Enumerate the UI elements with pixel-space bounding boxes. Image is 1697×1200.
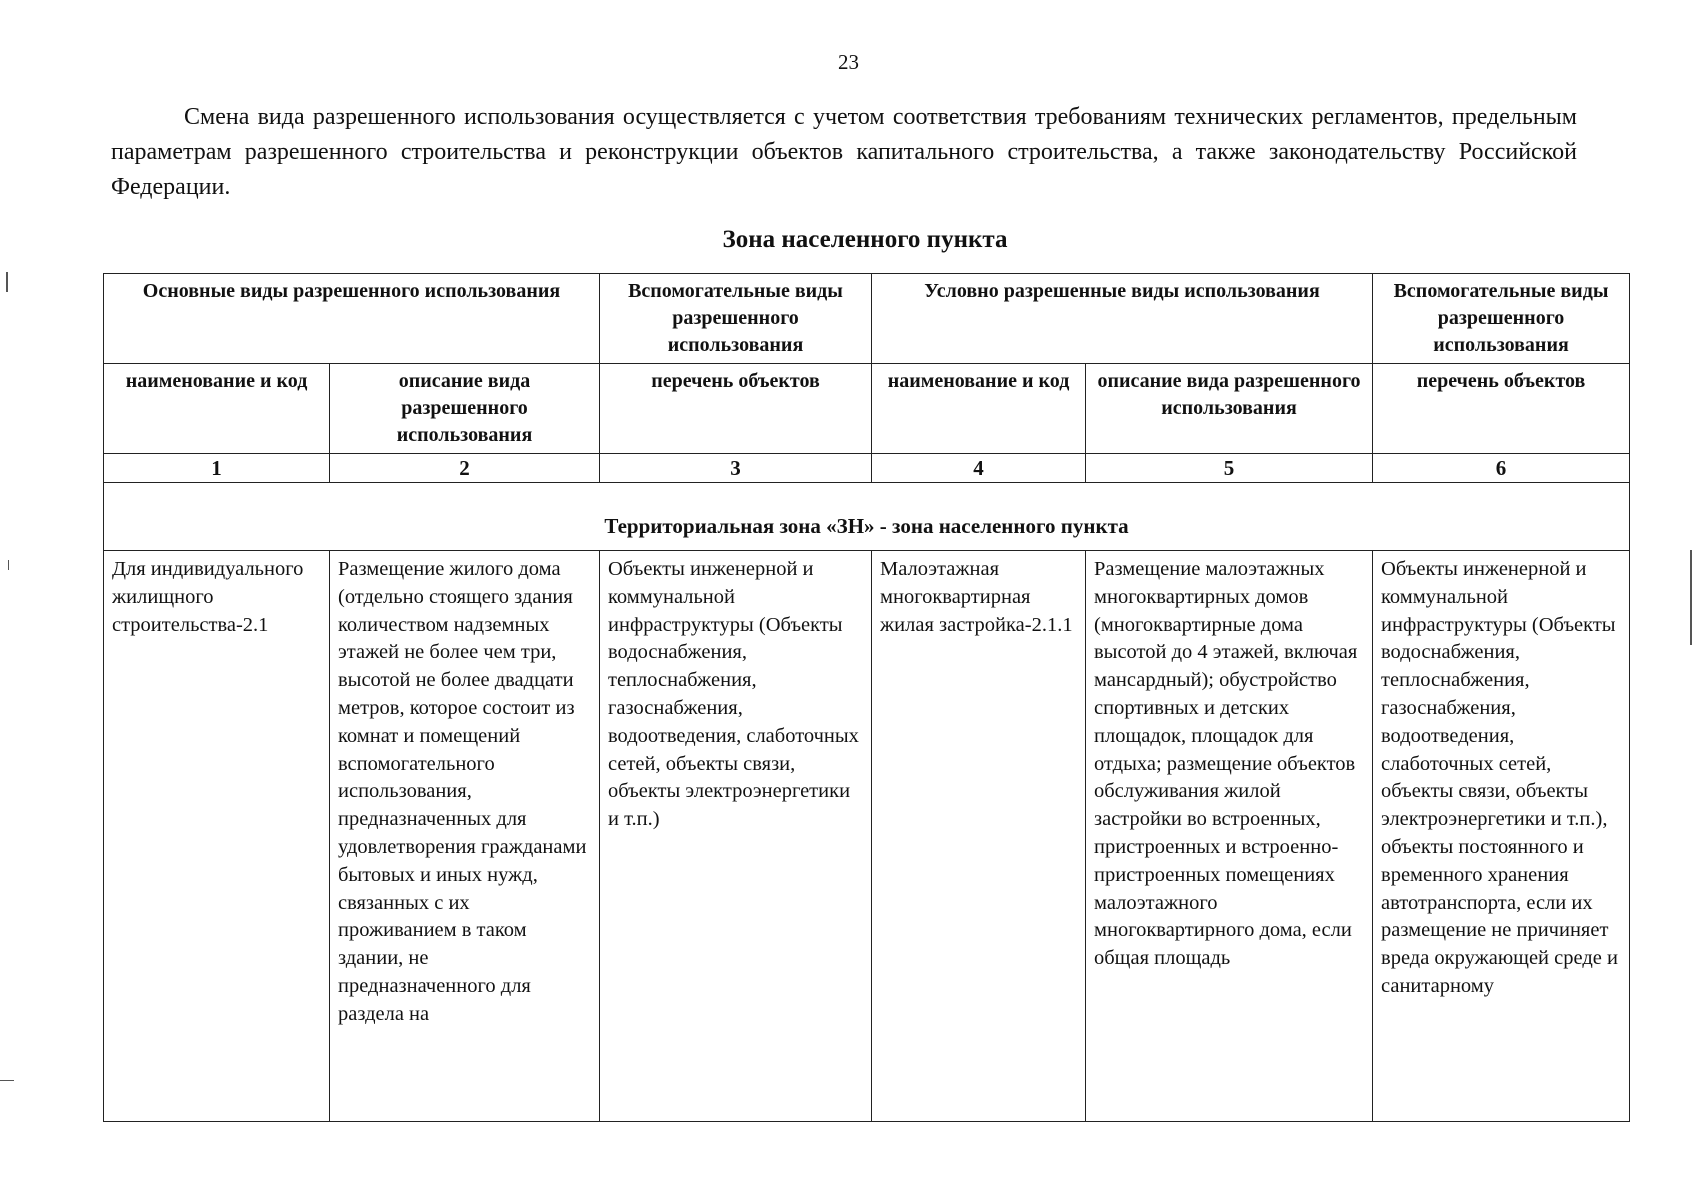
left-margin-line (0, 1080, 14, 1081)
header-conditional-uses: Условно разрешенные виды использования (872, 274, 1373, 364)
subheader-description-1: описание вида разрешенного использования (330, 364, 600, 454)
right-margin-mark (1690, 550, 1692, 645)
header-aux-main-uses: Вспомогательные виды разрешенного использования (600, 274, 872, 364)
zone-title: Зона населенного пункта (722, 226, 1008, 253)
territorial-zone-label: Территориальная зона «ЗН» - зона населенного пункта (104, 483, 1630, 551)
cell-object-list-main: Объекты инженерной и коммунальной инфраструктуры (Объекты водоснабжения, теплоснабжения, газоснабжения, водоотведения, слаботочных сетей, объекты связи, объекты электроэнергетики и т.п.) (600, 551, 872, 1122)
cell-description-conditional: Размещение малоэтажных многоквартирных домов (многоквартирные дома высотой до 4 этажей, включая мансардный); обустройство спортивных и детских площадок, площадок для отдыха; размещение объектов обслуживания жилой застройки во встроенных, пристроенных и встроенно-пристроенных помещениях малоэтажного многоквартирного дома, если общая площадь (1086, 551, 1373, 1122)
cell-name-code-main: Для индивидуального жилищного строительства-2.1 (104, 551, 330, 1122)
column-number-1: 1 (104, 454, 330, 483)
subheader-description-2: описание вида разрешенного использования (1086, 364, 1373, 454)
cell-description-main: Размещение жилого дома (отдельно стоящего здания количеством надземных этажей не более чем три, высотой не более двадцати метров, которое состоит из комнат и помещений вспомогательного использования, предназначенных для удовлетворения гражданами бытовых и иных нужд, связанных с их проживанием в таком здании, не предназначенного для раздела на (330, 551, 600, 1122)
header-main-uses: Основные виды разрешенного использования (104, 274, 600, 364)
zone-table (103, 273, 1630, 1122)
column-number-3: 3 (600, 454, 872, 483)
left-margin-tick (8, 560, 9, 570)
cell-name-code-conditional: Малоэтажная многоквартирная жилая застройка-2.1.1 (872, 551, 1086, 1122)
cell-object-list-conditional: Объекты инженерной и коммунальной инфраструктуры (Объекты водоснабжения, теплоснабжения, газоснабжения, водоотведения, слаботочных сетей, объекты связи, объекты электроэнергетики и т.п.), объекты постоянного и временного хранения автотранспорта, если их размещение не причиняет вреда окружающей среде и санитарному (1373, 551, 1630, 1122)
subheader-name-code-1: наименование и код (104, 364, 330, 454)
subheader-object-list-1: перечень объектов (600, 364, 872, 454)
group-header-row (104, 274, 1630, 364)
territorial-zone-row (104, 483, 1630, 551)
column-number-2: 2 (330, 454, 600, 483)
column-number-4: 4 (872, 454, 1086, 483)
column-number-6: 6 (1373, 454, 1630, 483)
intro-paragraph: Смена вида разрешенного использования осуществляется с учетом соответствия требованиям технических регламентов, предельным параметрам разрешенного строительства и реконструкции объектов капитального строительства, а также законодательству Российской Федерации. (111, 104, 1577, 200)
subheader-object-list-2: перечень объектов (1373, 364, 1630, 454)
column-number-row (104, 454, 1630, 483)
table-row (104, 551, 1630, 1122)
header-aux-conditional-uses: Вспомогательные виды разрешенного использования (1373, 274, 1630, 364)
page-number: 23 (838, 50, 859, 74)
sub-header-row (104, 364, 1630, 454)
subheader-name-code-2: наименование и код (872, 364, 1086, 454)
left-margin-mark (6, 272, 8, 292)
column-number-5: 5 (1086, 454, 1373, 483)
